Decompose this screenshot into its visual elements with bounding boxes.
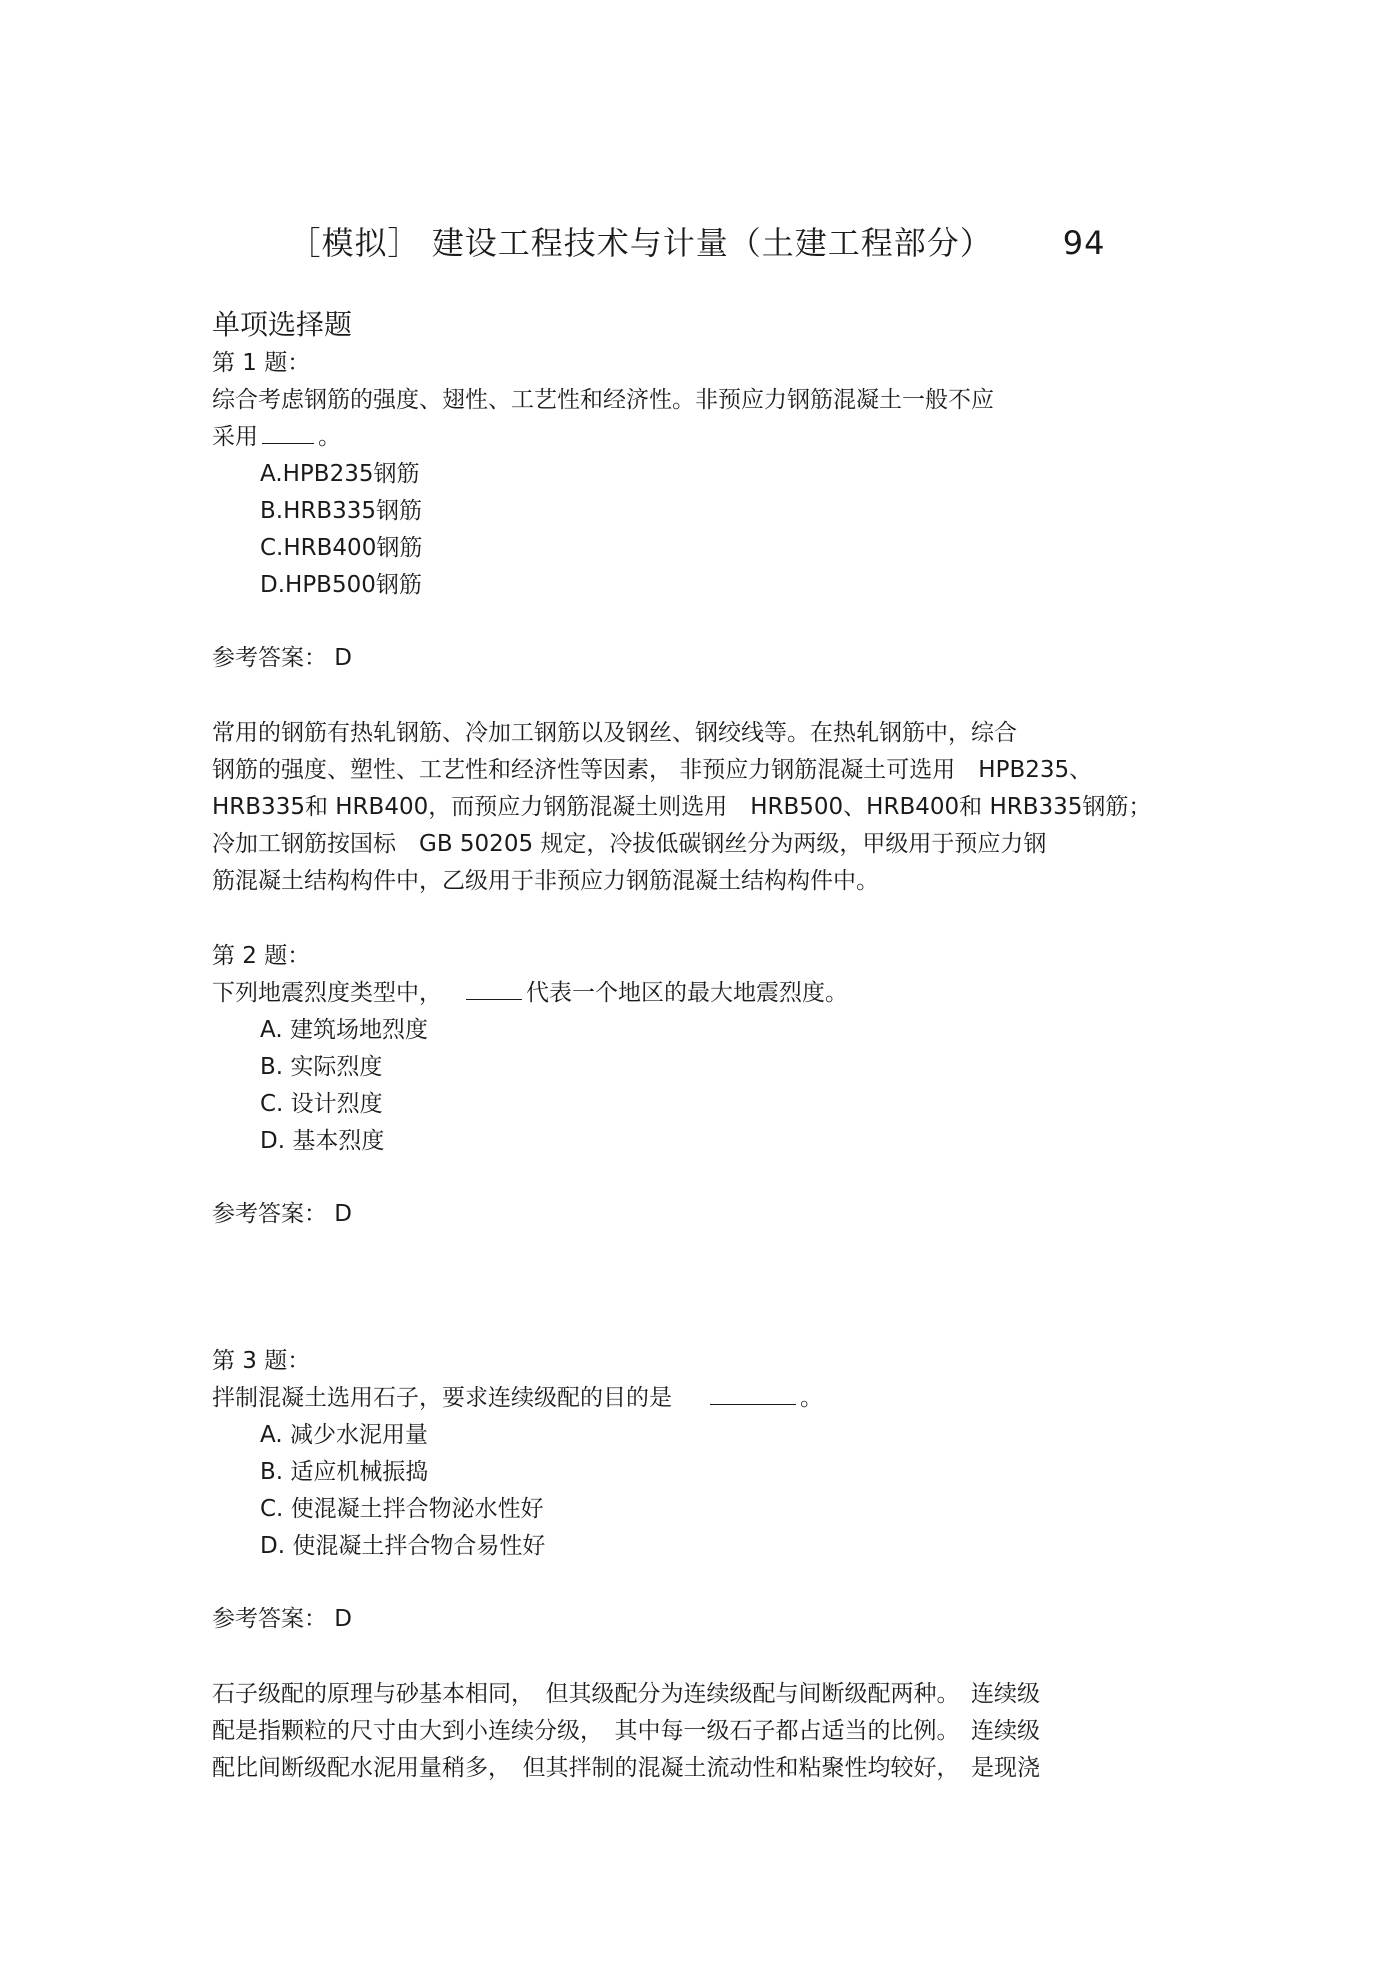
option-d: D. 使混凝土拌合物合易性好 [260, 1533, 546, 1559]
explanation-line: HRB335和 HRB400，而预应力钢筋混凝土则选用 HRB500、HRB400和 HRB335钢筋； [212, 794, 1152, 820]
explanation [212, 715, 1202, 900]
option-b: B.HRB335钢筋 [260, 498, 423, 524]
stem-text: 拌制混凝土选用石子，要求连续级配的目的是 [212, 1385, 672, 1411]
explanation-line: 常用的钢筋有热轧钢筋、冷加工钢筋以及钢丝、钢绞线等。在热轧钢筋中，综合 [212, 720, 1017, 746]
answer-blank [710, 1384, 796, 1405]
option-c: C. 设计烈度 [260, 1091, 383, 1117]
question-1 [212, 345, 1202, 900]
option-d: D.HPB500钢筋 [260, 572, 422, 598]
stem-text: 采用 [212, 424, 258, 450]
reference-answer: 参考答案： D [212, 645, 353, 671]
option-list [212, 1417, 1202, 1565]
answer-blank [466, 979, 522, 1000]
stem-text: 下列地震烈度类型中， [212, 980, 442, 1006]
page-title [0, 218, 1394, 264]
explanation [212, 1676, 1202, 1787]
question-stem-line: 综合考虑钢筋的强度、翅性、工艺性和经济性。非预应力钢筋混凝土一般不应 [212, 387, 994, 413]
explanation-line: 筋混凝土结构构件中，乙级用于非预应力钢筋混凝土结构构件中。 [212, 868, 879, 894]
stem-text: 。 [318, 424, 341, 450]
option-list [212, 1012, 1202, 1160]
option-c: C.HRB400钢筋 [260, 535, 423, 561]
question-3 [212, 1343, 1202, 1787]
question-2 [212, 938, 1202, 1233]
section-heading: 单项选择题 [212, 308, 353, 341]
answer-blank [262, 423, 314, 444]
question-stem [212, 419, 1202, 456]
question-stem [212, 1380, 1202, 1417]
explanation-line: 钢筋的强度、塑性、工艺性和经济性等因素， 非预应力钢筋混凝土可选用 HPB235、 [212, 757, 1093, 783]
question-number: 第 1 题： [212, 350, 311, 376]
option-d: D. 基本烈度 [260, 1128, 385, 1154]
option-b: B. 实际烈度 [260, 1054, 383, 1080]
question-number: 第 3 题： [212, 1348, 311, 1374]
stem-text: 代表一个地区的最大地震烈度。 [526, 980, 848, 1006]
title-text: ［模拟］ 建设工程技术与计量（土建工程部分） [288, 224, 993, 262]
explanation-line: 石子级配的原理与砂基本相同， 但其级配分为连续级配与间断级配两种。 连续级 [212, 1681, 1040, 1707]
stem-text: 。 [800, 1385, 823, 1411]
reference-answer: 参考答案： D [212, 1201, 353, 1227]
document-body [212, 305, 1202, 1787]
explanation-line: 配是指颗粒的尺寸由大到小连续分级， 其中每一级石子都占适当的比例。 连续级 [212, 1718, 1040, 1744]
option-c: C. 使混凝土拌合物泌水性好 [260, 1496, 544, 1522]
option-b: B. 适应机械振捣 [260, 1459, 429, 1485]
option-list [212, 456, 1202, 604]
option-a: A.HPB235钢筋 [260, 461, 420, 487]
option-a: A. 建筑场地烈度 [260, 1017, 428, 1043]
option-a: A. 减少水泥用量 [260, 1422, 428, 1448]
explanation-line: 配比间断级配水泥用量稍多， 但其拌制的混凝土流动性和粘聚性均较好， 是现浇 [212, 1755, 1040, 1781]
explanation-line: 冷加工钢筋按国标 GB 50205 规定，冷拔低碳钢丝分为两级，甲级用于预应力钢 [212, 831, 1047, 857]
reference-answer: 参考答案： D [212, 1606, 353, 1632]
question-number: 第 2 题： [212, 943, 311, 969]
title-number: 94 [1062, 224, 1106, 262]
question-stem [212, 975, 1202, 1012]
